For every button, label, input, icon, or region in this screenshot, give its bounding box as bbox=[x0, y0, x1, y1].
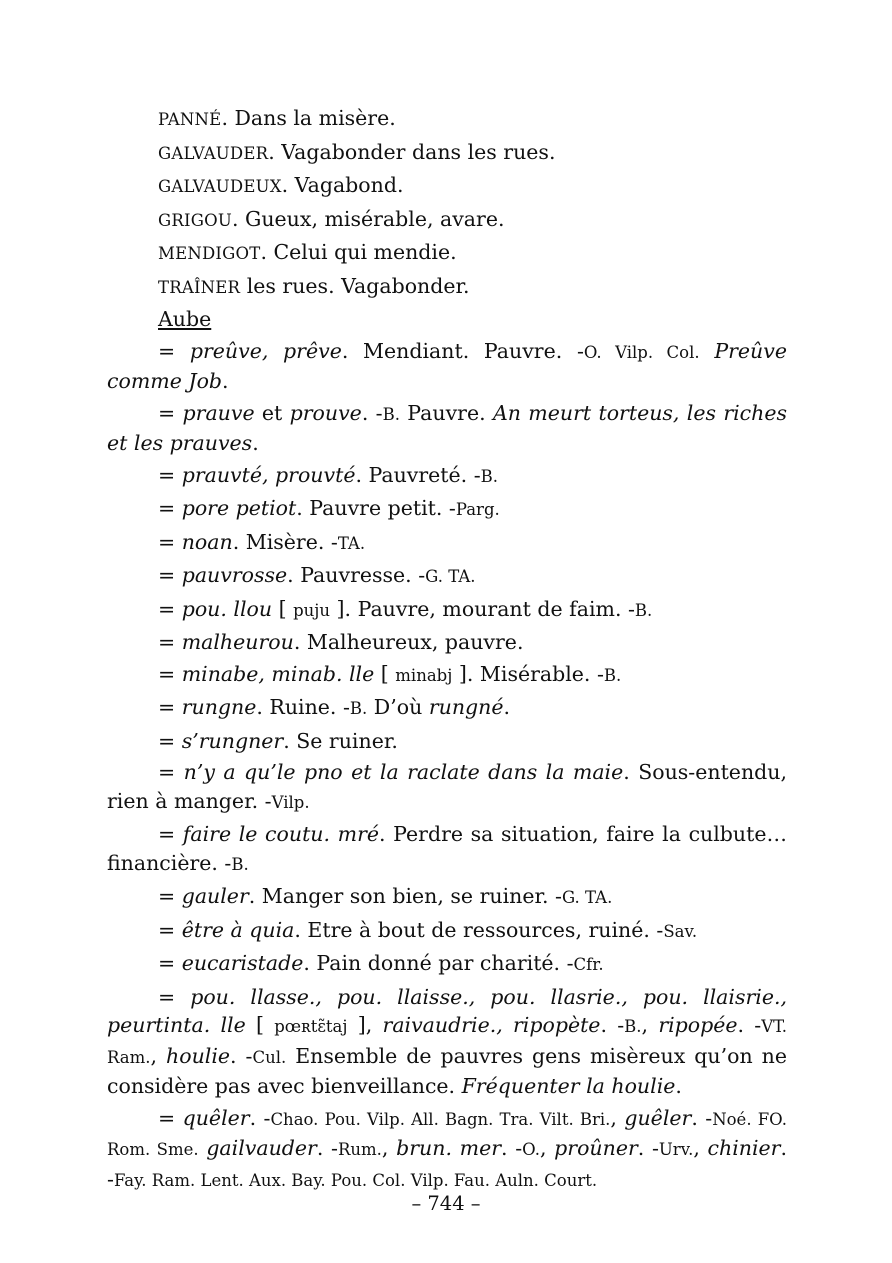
entry-prauve bbox=[107, 399, 787, 458]
dialect-term: pauvrosse bbox=[181, 563, 288, 587]
phonetic: pœʀtɛ̃taj bbox=[274, 1017, 348, 1036]
dialect-term: gauler bbox=[181, 884, 249, 908]
dialect-term: brun. mer bbox=[396, 1136, 502, 1160]
entry-galvaudeux bbox=[107, 171, 787, 202]
region-title: Aube bbox=[158, 307, 212, 331]
text: Pauvre. bbox=[399, 400, 493, 425]
text: , bbox=[539, 1136, 555, 1160]
text: Ensemble de pauvres gens misèreux qu’on ne considère pas avec bienveillance. bbox=[107, 1043, 787, 1098]
text: = bbox=[158, 1105, 183, 1130]
source-abbrev: B. bbox=[634, 600, 653, 620]
dialect-term: ripopée bbox=[658, 1013, 738, 1037]
text: = bbox=[158, 563, 182, 587]
text: , bbox=[641, 1013, 659, 1037]
headword: GALVAUDEUX bbox=[158, 177, 282, 196]
entry-queler bbox=[107, 1104, 787, 1196]
text: . Pauvreté. - bbox=[355, 462, 481, 487]
headword: GALVAUDER bbox=[158, 143, 269, 163]
text: . Pain donné par charité. - bbox=[303, 951, 574, 975]
dialect-term: prouve bbox=[289, 400, 362, 425]
entry-prauvte bbox=[107, 461, 787, 492]
source-abbrev: Urv. bbox=[658, 1140, 694, 1159]
entry-eucaristade bbox=[107, 949, 787, 980]
entry-srungner bbox=[107, 727, 787, 756]
text: . bbox=[503, 695, 511, 719]
headword: TRAÎNER bbox=[158, 277, 241, 297]
text: . Vagabond. bbox=[281, 173, 404, 197]
entry-trainer bbox=[107, 272, 787, 303]
dialect-term: Fréquenter la houlie bbox=[461, 1074, 676, 1098]
entry-malheurou bbox=[107, 628, 787, 657]
source-abbrev: TA. bbox=[337, 533, 366, 553]
headword: MENDIGOT bbox=[158, 244, 261, 263]
dictionary-page-body bbox=[107, 104, 787, 1195]
entry-pauvrosse bbox=[107, 561, 787, 592]
dialect-term: prauvté, prouvté bbox=[181, 462, 356, 487]
dialect-term: chinier bbox=[707, 1136, 781, 1160]
dialect-term: pou. llou bbox=[181, 596, 273, 621]
text: . bbox=[252, 431, 259, 455]
text: . Perdre sa situation, faire la culbute… financière. - bbox=[107, 822, 787, 875]
dialect-term: pou. llasse., pou. llaisse., pou. llasrie., pou. llaisrie., peurtinta. lle bbox=[107, 984, 787, 1037]
entry-pore bbox=[107, 494, 787, 525]
text: . Pauvre petit. - bbox=[296, 496, 456, 520]
text: = bbox=[158, 728, 182, 753]
entry-pno bbox=[107, 758, 787, 817]
dialect-term: guêler bbox=[624, 1105, 692, 1130]
text: = bbox=[158, 496, 182, 520]
text: [ bbox=[245, 1013, 275, 1037]
text: = bbox=[158, 630, 182, 654]
text: , bbox=[381, 1136, 397, 1160]
text: = bbox=[158, 951, 182, 975]
entry-preuve bbox=[107, 337, 787, 396]
text: . Celui qui mendie. bbox=[260, 240, 457, 264]
dialect-term: quêler bbox=[182, 1105, 250, 1130]
source-abbrev: Cfr. bbox=[573, 955, 604, 974]
text: , bbox=[693, 1136, 708, 1160]
entry-noan bbox=[107, 528, 787, 559]
text: . - bbox=[600, 1013, 625, 1037]
source-abbrev: Sav. bbox=[663, 921, 698, 941]
dialect-term: malheurou bbox=[181, 630, 294, 654]
dialect-term: preûve, prêve bbox=[189, 338, 342, 363]
source-abbrev: O. Vilp. Col. bbox=[583, 342, 700, 362]
source-abbrev: B. bbox=[231, 854, 249, 874]
text: . - bbox=[107, 1136, 787, 1191]
source-abbrev: B. bbox=[349, 699, 368, 718]
dialect-term: noan bbox=[181, 529, 233, 554]
dialect-term: s’rungner bbox=[181, 728, 284, 753]
text: = bbox=[158, 596, 182, 621]
entry-coutu bbox=[107, 820, 787, 879]
phonetic: puju bbox=[293, 600, 331, 620]
dialect-term: minabe, minab. lle bbox=[181, 661, 375, 686]
page-number: – 744 – bbox=[411, 1192, 481, 1215]
dialect-term: Preûve comme Job bbox=[107, 338, 787, 393]
entry-grigou bbox=[107, 205, 787, 236]
source-abbrev: G. TA. bbox=[425, 567, 476, 586]
dialect-term: rungne bbox=[181, 695, 257, 719]
dialect-term: faire le coutu. mré bbox=[182, 822, 380, 846]
text: . Gueux, misérable, avare. bbox=[231, 206, 505, 231]
dialect-term: eucaristade bbox=[181, 951, 304, 975]
text: . bbox=[222, 369, 229, 393]
headword: GRIGOU bbox=[158, 210, 232, 230]
entry-galvauder bbox=[107, 138, 787, 169]
text: ], bbox=[347, 1013, 383, 1037]
dialect-term: prauve bbox=[182, 400, 255, 425]
headword: PANNÉ bbox=[158, 110, 222, 129]
text bbox=[700, 339, 715, 363]
source-abbrev: Fay. Ram. Lent. Aux. Bay. Pou. Col. Vilp. Fau. Auln. Court. bbox=[113, 1170, 598, 1190]
text: , bbox=[150, 1043, 167, 1068]
text: . Pauvresse. - bbox=[287, 563, 426, 587]
text: ]. Misérable. - bbox=[452, 661, 604, 686]
source-abbrev: B. bbox=[480, 466, 499, 486]
source-abbrev: VT. Ram. bbox=[107, 1017, 787, 1067]
section-heading-aube bbox=[107, 305, 787, 334]
text: = bbox=[158, 462, 182, 487]
text: . - bbox=[316, 1136, 338, 1160]
phonetic: minabj bbox=[395, 665, 453, 685]
dialect-term: raivaudrie., ripopète bbox=[382, 1013, 601, 1037]
entry-mendigot bbox=[107, 238, 787, 269]
source-abbrev: B. bbox=[382, 404, 400, 424]
text: = bbox=[158, 884, 182, 908]
text: = bbox=[158, 661, 182, 686]
source-abbrev: Cul. bbox=[252, 1047, 287, 1067]
text: = bbox=[158, 695, 182, 719]
source-abbrev: G. TA. bbox=[561, 888, 613, 907]
text: . Se ruiner. bbox=[283, 728, 398, 753]
text: D’où bbox=[367, 695, 429, 719]
entry-panne bbox=[107, 104, 787, 135]
text: . - bbox=[691, 1105, 713, 1130]
dialect-term: n’y a qu’le pno et la raclate dans la maie bbox=[183, 760, 624, 784]
source-abbrev: Vilp. bbox=[271, 792, 310, 812]
text: . Dans la misère. bbox=[221, 106, 396, 130]
entry-gauler bbox=[107, 882, 787, 913]
source-abbrev: Noé. FO. Rom. Sme. bbox=[107, 1109, 787, 1159]
text: = bbox=[158, 338, 190, 363]
text: . - bbox=[249, 1105, 271, 1130]
source-abbrev: B. bbox=[603, 665, 622, 685]
text: . - bbox=[230, 1043, 253, 1068]
source-abbrev: Rum. bbox=[337, 1140, 382, 1159]
text: ]. Pauvre, mourant de faim. - bbox=[330, 596, 635, 621]
text: . - bbox=[361, 400, 383, 425]
text: et bbox=[254, 400, 290, 425]
text: . - bbox=[737, 1013, 762, 1037]
entry-minabe bbox=[107, 660, 787, 691]
text: = bbox=[158, 400, 183, 425]
text: = bbox=[158, 822, 183, 846]
dialect-term: rungné bbox=[428, 695, 504, 719]
entry-rungne bbox=[107, 693, 787, 724]
text: [ bbox=[374, 661, 396, 686]
dialect-term: houlie bbox=[166, 1043, 231, 1068]
source-abbrev: O. bbox=[522, 1140, 540, 1159]
text: les rues. Vagabonder. bbox=[240, 273, 470, 298]
text: . - bbox=[637, 1136, 659, 1160]
text: . Misère. - bbox=[232, 529, 338, 554]
text: . Ruine. - bbox=[256, 695, 350, 719]
text: . - bbox=[501, 1136, 523, 1160]
text: . Vagabonder dans les rues. bbox=[268, 139, 556, 164]
text: . Mendiant. Pauvre. - bbox=[341, 338, 584, 363]
text: . Sous-entendu, rien à manger. - bbox=[107, 760, 787, 813]
text: = bbox=[158, 984, 191, 1009]
text: , bbox=[610, 1105, 625, 1130]
entry-poullasse bbox=[107, 983, 787, 1101]
text: = bbox=[158, 917, 182, 942]
text: . Malheureux, pauvre. bbox=[293, 630, 524, 654]
entry-poullou bbox=[107, 595, 787, 626]
source-abbrev: Chao. Pou. Vilp. All. Bagn. Tra. Vilt. Bri. bbox=[270, 1109, 611, 1129]
dialect-term: proûner bbox=[554, 1136, 638, 1160]
dialect-term: pore petiot bbox=[181, 496, 297, 520]
source-abbrev: B. bbox=[624, 1017, 642, 1036]
dialect-term: gailvauder bbox=[206, 1136, 317, 1160]
text: = bbox=[158, 529, 182, 554]
dialect-term: An meurt torteus, les riches et les prauves bbox=[107, 400, 788, 455]
source-abbrev: Parg. bbox=[455, 500, 500, 519]
text: . Etre à bout de ressources, ruiné. - bbox=[294, 917, 664, 942]
text: = bbox=[158, 760, 184, 784]
text: . bbox=[675, 1074, 682, 1098]
dialect-term: être à quia bbox=[181, 917, 295, 942]
text: . Manger son bien, se ruiner. - bbox=[248, 884, 562, 908]
entry-quia bbox=[107, 916, 787, 947]
text: [ bbox=[272, 596, 294, 621]
